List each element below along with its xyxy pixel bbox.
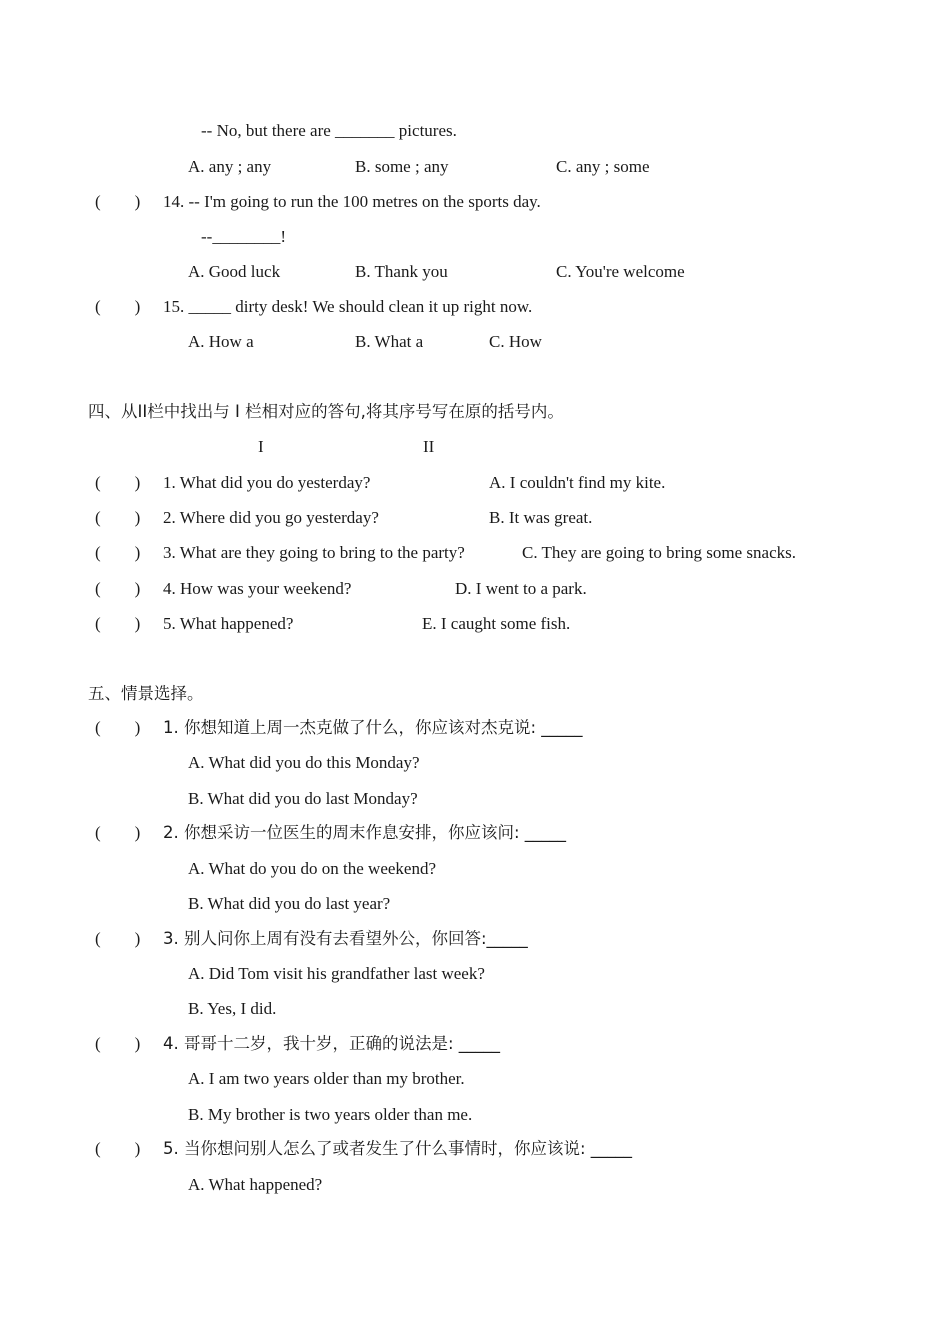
s4-item4-answer: D. I went to a park.: [455, 579, 587, 598]
s5-item5-paren: ( ): [95, 1139, 141, 1158]
s5-item5-question: 5. 当你想问别人怎么了或者发生了什么事情时，你应该说: _____: [163, 1139, 633, 1158]
s4-item5-paren: ( ): [95, 614, 141, 633]
s4-item3-paren: ( ): [95, 543, 141, 562]
s5-item3-option-a: A. Did Tom visit his grandfather last week?: [188, 964, 485, 983]
s4-item1-answer: A. I couldn't find my kite.: [489, 473, 666, 492]
s5-item2-option-a: A. What do you do on the weekend?: [188, 859, 437, 878]
s5-item4-option-b: B. My brother is two years older than me.: [188, 1105, 473, 1124]
q14-option-b: B. Thank you: [355, 262, 448, 281]
q15-option-a: A. How a: [188, 332, 254, 351]
section4-column-i-label: I: [258, 437, 264, 456]
s4-item5-answer: E. I caught some fish.: [422, 614, 571, 633]
q13-option-b: B. some ; any: [355, 157, 449, 176]
s5-item1-option-b: B. What did you do last Monday?: [188, 789, 418, 808]
s5-item1-paren: ( ): [95, 718, 141, 737]
s5-item1-question: 1. 你想知道上周一杰克做了什么，你应该对杰克说: _____: [163, 718, 583, 737]
section5-heading: 五、情景选择。: [88, 684, 204, 703]
s5-item5-option-a: A. What happened?: [188, 1175, 323, 1194]
q14-answer-paren: ( ): [95, 192, 141, 211]
s5-item3-option-b: B. Yes, I did.: [188, 999, 277, 1018]
q14-option-c: C. You're welcome: [556, 262, 685, 281]
q14-option-a: A. Good luck: [188, 262, 281, 281]
section4-column-ii-label: II: [423, 437, 435, 456]
s4-item1-question: 1. What did you do yesterday?: [163, 473, 371, 492]
s5-item3-paren: ( ): [95, 929, 141, 948]
s4-item3-question: 3. What are they going to bring to the party?: [163, 543, 465, 562]
q14-reply: --________!: [201, 227, 286, 246]
s5-item2-question: 2. 你想采访一位医生的周末作息安排，你应该问: _____: [163, 823, 567, 842]
s4-item2-answer: B. It was great.: [489, 508, 593, 527]
s4-item4-paren: ( ): [95, 579, 141, 598]
s5-item2-option-b: B. What did you do last year?: [188, 894, 391, 913]
q15-option-b: B. What a: [355, 332, 424, 351]
s4-item5-question: 5. What happened?: [163, 614, 294, 633]
s4-item2-paren: ( ): [95, 508, 141, 527]
q15-question: 15. _____ dirty desk! We should clean it up right now.: [163, 297, 533, 316]
s4-item2-question: 2. Where did you go yesterday?: [163, 508, 379, 527]
s5-item3-question: 3. 别人问你上周有没有去看望外公，你回答:_____: [163, 929, 528, 948]
q15-answer-paren: ( ): [95, 297, 141, 316]
q13-option-a: A. any ; any: [188, 157, 272, 176]
s5-item4-question: 4. 哥哥十二岁，我十岁，正确的说法是: _____: [163, 1034, 501, 1053]
q15-option-c: C. How: [489, 332, 542, 351]
s4-item1-paren: ( ): [95, 473, 141, 492]
q14-question: 14. -- I'm going to run the 100 metres on the sports day.: [163, 192, 541, 211]
s4-item3-answer: C. They are going to bring some snacks.: [522, 543, 797, 562]
s4-item4-question: 4. How was your weekend?: [163, 579, 352, 598]
s5-item4-option-a: A. I am two years older than my brother.: [188, 1069, 465, 1088]
s5-item2-paren: ( ): [95, 823, 141, 842]
section4-heading: 四、从II栏中找出与 I 栏相对应的答句,将其序号写在原的括号内。: [88, 402, 564, 421]
s5-item4-paren: ( ): [95, 1034, 141, 1053]
q13-reply: -- No, but there are _______ pictures.: [201, 121, 457, 140]
q13-option-c: C. any ; some: [556, 157, 650, 176]
s5-item1-option-a: A. What did you do this Monday?: [188, 753, 420, 772]
